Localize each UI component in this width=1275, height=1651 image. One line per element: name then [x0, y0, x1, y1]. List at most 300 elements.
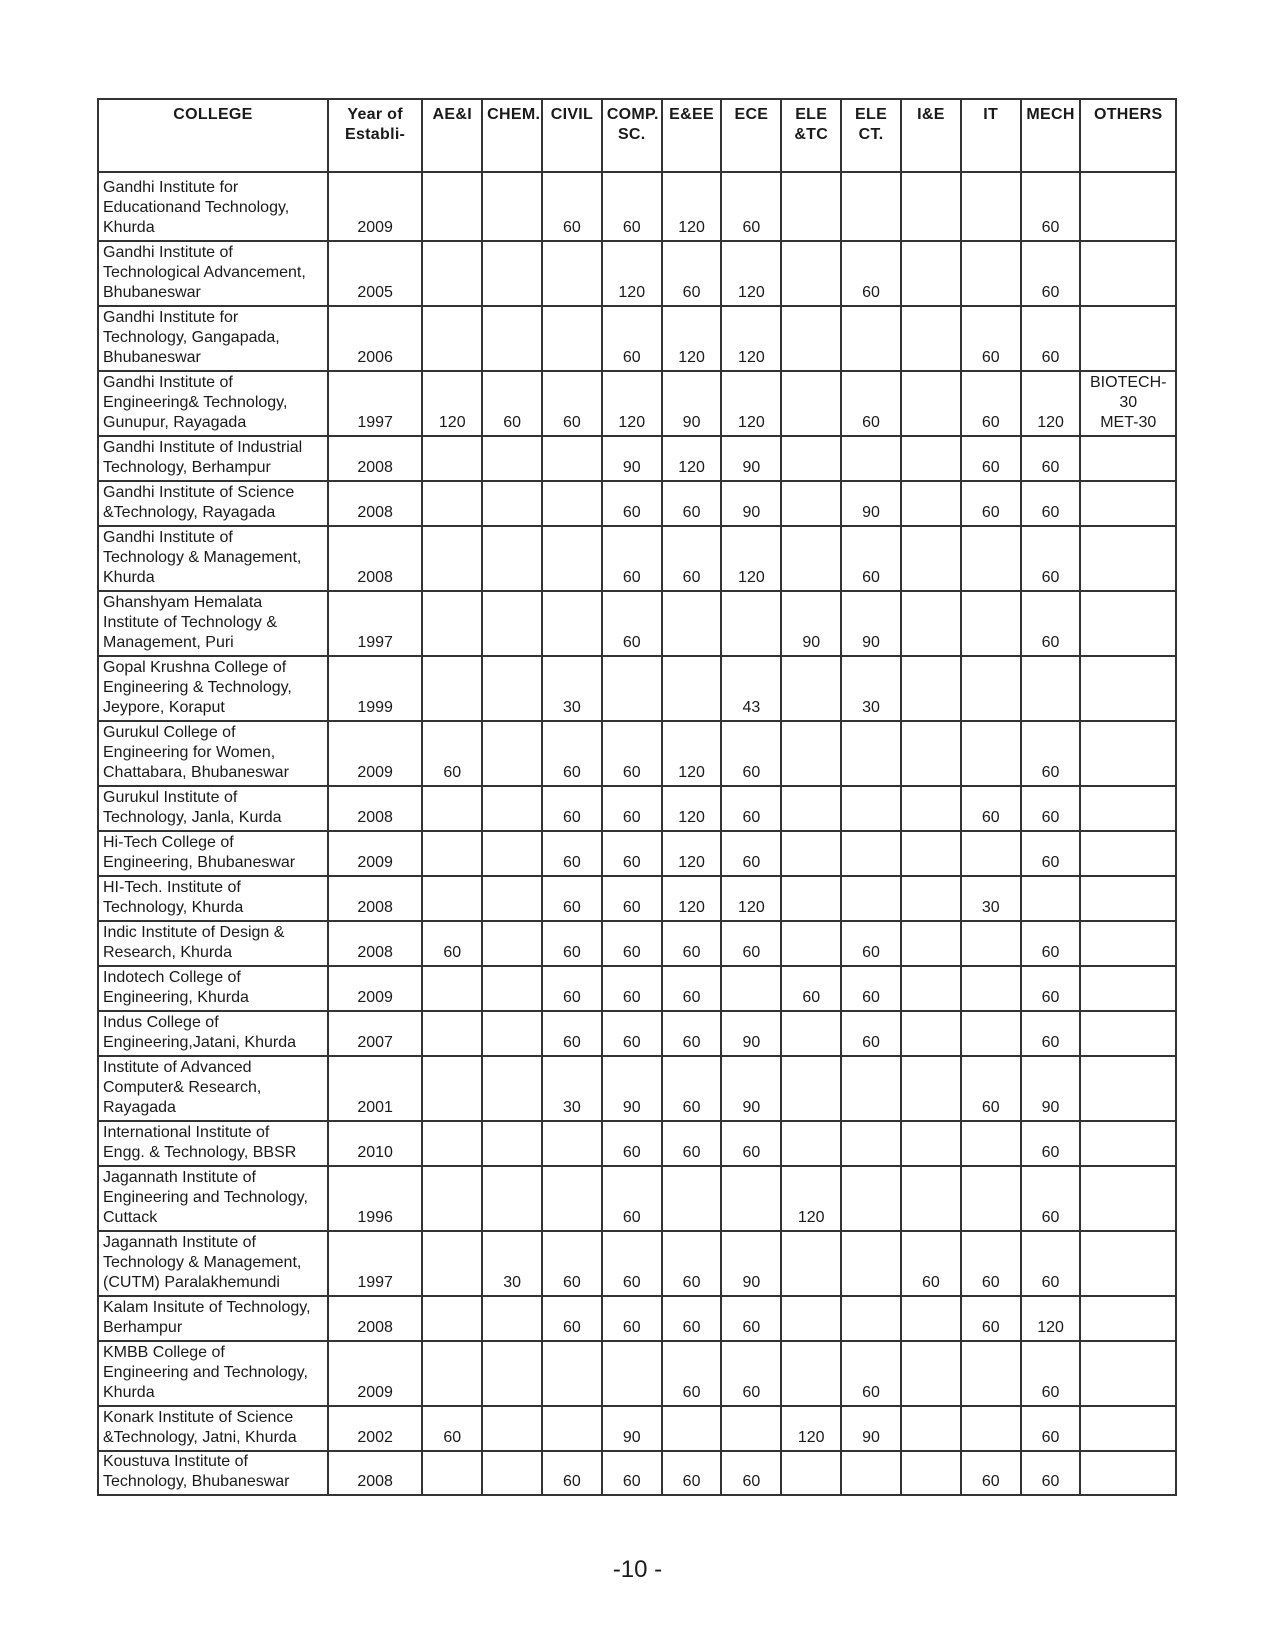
intake-cell	[482, 1296, 542, 1341]
intake-cell	[662, 1166, 722, 1231]
page-number: -10 -	[612, 1556, 663, 1583]
header-ele-tc: ELE &TC	[781, 99, 841, 172]
others-cell	[1080, 786, 1176, 831]
intake-cell: 60	[422, 721, 482, 786]
intake-cell	[901, 172, 961, 241]
intake-cell: 60	[961, 786, 1021, 831]
others-cell	[1080, 1011, 1176, 1056]
intake-cell: 120	[662, 306, 722, 371]
college-name-cell: Jagannath Institute of Engineering and Technology, Cuttack	[98, 1166, 328, 1231]
intake-cell: 60	[1021, 306, 1081, 371]
intake-cell: 60	[542, 1011, 602, 1056]
intake-cell: 60	[841, 1011, 901, 1056]
intake-cell: 60	[542, 721, 602, 786]
intake-cell: 60	[961, 1056, 1021, 1121]
college-name-cell: Ghanshyam Hemalata Institute of Technology & Management, Puri	[98, 591, 328, 656]
college-name-cell: Konark Institute of Science &Technology, Jatni, Khurda	[98, 1406, 328, 1451]
intake-cell	[781, 656, 841, 721]
table-row	[98, 172, 1176, 241]
intake-cell	[662, 591, 722, 656]
intake-cell: 60	[602, 1121, 662, 1166]
year-cell: 2009	[328, 966, 422, 1011]
year-cell: 2008	[328, 1451, 422, 1495]
intake-cell: 60	[662, 1056, 722, 1121]
intake-cell	[901, 1406, 961, 1451]
intake-cell	[422, 172, 482, 241]
intake-cell	[901, 1341, 961, 1406]
intake-cell	[901, 526, 961, 591]
intake-cell	[542, 1121, 602, 1166]
intake-cell: 30	[961, 876, 1021, 921]
intake-cell	[1021, 656, 1081, 721]
others-cell	[1080, 481, 1176, 526]
intake-cell	[901, 786, 961, 831]
intake-cell	[422, 1341, 482, 1406]
intake-cell: 60	[1021, 831, 1081, 876]
college-name-cell: Indic Institute of Design & Research, Khurda	[98, 921, 328, 966]
intake-cell: 120	[602, 371, 662, 436]
table-row	[98, 306, 1176, 371]
intake-cell: 60	[422, 921, 482, 966]
year-cell: 1997	[328, 591, 422, 656]
intake-cell: 60	[1021, 1451, 1081, 1495]
intake-cell	[781, 306, 841, 371]
intake-cell: 120	[662, 721, 722, 786]
intake-cell: 90	[602, 1056, 662, 1121]
intake-cell	[422, 591, 482, 656]
intake-cell	[721, 1166, 781, 1231]
intake-cell: 120	[662, 876, 722, 921]
intake-cell	[901, 1296, 961, 1341]
intake-cell: 60	[662, 1011, 722, 1056]
intake-cell	[602, 1341, 662, 1406]
intake-cell: 60	[542, 1296, 602, 1341]
intake-cell	[482, 1451, 542, 1495]
intake-cell: 60	[602, 966, 662, 1011]
intake-cell: 120	[662, 786, 722, 831]
intake-cell	[961, 172, 1021, 241]
intake-cell: 90	[602, 1406, 662, 1451]
intake-cell: 60	[602, 921, 662, 966]
others-cell	[1080, 656, 1176, 721]
header-comp-sc: COMP. SC.	[602, 99, 662, 172]
intake-cell	[482, 966, 542, 1011]
header-ie: I&E	[901, 99, 961, 172]
header-year: Year of Establi-	[328, 99, 422, 172]
intake-cell: 60	[662, 966, 722, 1011]
year-cell: 2002	[328, 1406, 422, 1451]
intake-cell	[781, 876, 841, 921]
intake-cell	[422, 831, 482, 876]
header-it: IT	[961, 99, 1021, 172]
intake-cell: 120	[602, 241, 662, 306]
intake-cell: 90	[721, 481, 781, 526]
intake-cell: 60	[1021, 526, 1081, 591]
intake-cell	[781, 1231, 841, 1296]
intake-cell	[482, 1341, 542, 1406]
college-name-cell: Gurukul Institute of Technology, Janla, Kurda	[98, 786, 328, 831]
intake-cell	[482, 241, 542, 306]
intake-cell: 60	[1021, 786, 1081, 831]
intake-cell	[422, 306, 482, 371]
college-name-cell: Gandhi Institute of Science &Technology, Rayagada	[98, 481, 328, 526]
intake-cell	[961, 1166, 1021, 1231]
intake-cell	[901, 306, 961, 371]
table-row	[98, 481, 1176, 526]
intake-cell: 60	[602, 1011, 662, 1056]
intake-cell	[542, 526, 602, 591]
intake-cell: 90	[721, 436, 781, 481]
others-cell	[1080, 1056, 1176, 1121]
intake-cell	[781, 1296, 841, 1341]
intake-cell: 60	[961, 1296, 1021, 1341]
table-row	[98, 876, 1176, 921]
intake-cell	[841, 876, 901, 921]
intake-cell	[482, 1166, 542, 1231]
header-civil: CIVIL	[542, 99, 602, 172]
intake-cell	[1021, 876, 1081, 921]
intake-cell	[422, 1011, 482, 1056]
intake-cell	[662, 656, 722, 721]
college-name-cell: Gopal Krushna College of Engineering & Technology, Jeypore, Koraput	[98, 656, 328, 721]
intake-cell: 60	[721, 1296, 781, 1341]
intake-cell: 60	[662, 1341, 722, 1406]
intake-cell: 60	[542, 921, 602, 966]
table-row	[98, 1451, 1176, 1495]
intake-cell	[841, 1166, 901, 1231]
intake-cell: 60	[1021, 436, 1081, 481]
intake-cell	[542, 591, 602, 656]
intake-cell	[482, 831, 542, 876]
intake-cell	[482, 436, 542, 481]
intake-cell	[542, 436, 602, 481]
intake-cell	[542, 1166, 602, 1231]
intake-cell	[781, 1121, 841, 1166]
college-name-cell: Institute of Advanced Computer& Research, Rayagada	[98, 1056, 328, 1121]
intake-cell: 60	[961, 371, 1021, 436]
year-cell: 2008	[328, 1296, 422, 1341]
intake-cell: 90	[721, 1231, 781, 1296]
intake-cell	[781, 436, 841, 481]
header-mech: MECH	[1021, 99, 1081, 172]
college-name-cell: Gandhi Institute for Educationand Technology, Khurda	[98, 172, 328, 241]
intake-cell	[841, 1231, 901, 1296]
others-cell	[1080, 172, 1176, 241]
intake-cell	[961, 1011, 1021, 1056]
intake-cell: 60	[602, 1166, 662, 1231]
intake-cell	[961, 921, 1021, 966]
header-college: COLLEGE	[98, 99, 328, 172]
intake-cell: 60	[721, 172, 781, 241]
college-name-cell: International Institute of Engg. & Technology, BBSR	[98, 1121, 328, 1166]
intake-cell	[482, 876, 542, 921]
year-cell: 2006	[328, 306, 422, 371]
table-row	[98, 436, 1176, 481]
intake-cell: 60	[1021, 1341, 1081, 1406]
intake-cell	[542, 481, 602, 526]
intake-cell: 60	[602, 306, 662, 371]
intake-cell	[901, 241, 961, 306]
table-row	[98, 1056, 1176, 1121]
intake-cell	[841, 306, 901, 371]
year-cell: 1999	[328, 656, 422, 721]
intake-cell: 60	[781, 966, 841, 1011]
intake-cell: 60	[901, 1231, 961, 1296]
intake-cell	[482, 1056, 542, 1121]
intake-cell	[781, 1011, 841, 1056]
intake-cell	[482, 1406, 542, 1451]
intake-cell	[961, 591, 1021, 656]
table-row	[98, 966, 1176, 1011]
table-row	[98, 241, 1176, 306]
table-row	[98, 1121, 1176, 1166]
intake-cell: 60	[542, 876, 602, 921]
intake-cell	[841, 831, 901, 876]
intake-cell: 60	[662, 526, 722, 591]
intake-cell	[482, 591, 542, 656]
table-row	[98, 721, 1176, 786]
others-cell	[1080, 1341, 1176, 1406]
year-cell: 2005	[328, 241, 422, 306]
intake-cell: 60	[602, 786, 662, 831]
year-cell: 2008	[328, 921, 422, 966]
table-row	[98, 831, 1176, 876]
year-cell: 1997	[328, 1231, 422, 1296]
college-name-cell: HI-Tech. Institute of Technology, Khurda	[98, 876, 328, 921]
table-row	[98, 1011, 1176, 1056]
year-cell: 2008	[328, 436, 422, 481]
intake-cell	[482, 526, 542, 591]
intake-cell	[781, 241, 841, 306]
intake-cell	[781, 921, 841, 966]
intake-cell	[482, 656, 542, 721]
intake-cell: 60	[721, 831, 781, 876]
intake-cell	[422, 1121, 482, 1166]
others-cell	[1080, 921, 1176, 966]
intake-cell: 60	[1021, 481, 1081, 526]
intake-cell: 60	[1021, 172, 1081, 241]
college-name-cell: Hi-Tech College of Engineering, Bhubaneswar	[98, 831, 328, 876]
year-cell: 1997	[328, 371, 422, 436]
intake-cell	[422, 241, 482, 306]
intake-cell: 60	[1021, 1406, 1081, 1451]
intake-cell: 120	[1021, 371, 1081, 436]
intake-cell: 60	[1021, 1231, 1081, 1296]
others-cell	[1080, 966, 1176, 1011]
others-cell	[1080, 721, 1176, 786]
intake-cell	[422, 1231, 482, 1296]
intake-cell: 60	[602, 1296, 662, 1341]
intake-cell	[901, 1011, 961, 1056]
intake-cell: 60	[721, 1451, 781, 1495]
intake-cell	[961, 831, 1021, 876]
intake-cell	[482, 1121, 542, 1166]
year-cell: 2009	[328, 721, 422, 786]
year-cell: 2007	[328, 1011, 422, 1056]
intake-cell: 60	[961, 1451, 1021, 1495]
intake-cell	[901, 831, 961, 876]
intake-cell	[422, 966, 482, 1011]
intake-cell: 120	[781, 1406, 841, 1451]
intake-cell: 60	[961, 481, 1021, 526]
intake-cell	[961, 526, 1021, 591]
intake-cell	[422, 1451, 482, 1495]
intake-cell: 60	[542, 1451, 602, 1495]
college-name-cell: KMBB College of Engineering and Technology, Khurda	[98, 1341, 328, 1406]
college-name-cell: Indus College of Engineering,Jatani, Khurda	[98, 1011, 328, 1056]
header-ele-ct: ELE CT.	[841, 99, 901, 172]
intake-cell: 60	[1021, 1166, 1081, 1231]
intake-cell	[841, 721, 901, 786]
intake-cell: 60	[1021, 921, 1081, 966]
intake-cell: 60	[961, 1231, 1021, 1296]
intake-cell	[901, 481, 961, 526]
intake-cell: 60	[1021, 241, 1081, 306]
intake-cell	[422, 436, 482, 481]
year-cell: 2009	[328, 831, 422, 876]
intake-cell	[901, 721, 961, 786]
intake-cell	[961, 721, 1021, 786]
intake-cell	[901, 1451, 961, 1495]
intake-cell	[721, 1406, 781, 1451]
year-cell: 1996	[328, 1166, 422, 1231]
intake-cell	[422, 876, 482, 921]
intake-cell	[422, 1166, 482, 1231]
intake-cell: 120	[721, 876, 781, 921]
intake-cell: 30	[482, 1231, 542, 1296]
header-others: OTHERS	[1080, 99, 1176, 172]
intake-cell: 60	[961, 306, 1021, 371]
intake-cell: 90	[841, 591, 901, 656]
table-row	[98, 1231, 1176, 1296]
table-row	[98, 921, 1176, 966]
table-row	[98, 371, 1176, 436]
intake-cell	[961, 1341, 1021, 1406]
others-cell: BIOTECH- 30 MET-30	[1080, 371, 1176, 436]
intake-cell: 120	[781, 1166, 841, 1231]
intake-cell: 60	[542, 371, 602, 436]
intake-cell: 60	[1021, 721, 1081, 786]
intake-cell: 60	[721, 1121, 781, 1166]
intake-cell	[841, 436, 901, 481]
intake-cell	[662, 1406, 722, 1451]
intake-cell	[961, 241, 1021, 306]
intake-cell	[422, 1296, 482, 1341]
intake-cell: 60	[602, 172, 662, 241]
header-aei: AE&I	[422, 99, 482, 172]
intake-cell	[422, 481, 482, 526]
intake-cell: 60	[961, 436, 1021, 481]
intake-cell: 120	[662, 831, 722, 876]
intake-cell: 120	[662, 172, 722, 241]
intake-cell: 90	[1021, 1056, 1081, 1121]
intake-cell	[961, 1406, 1021, 1451]
table-row	[98, 1341, 1176, 1406]
intake-cell: 60	[602, 526, 662, 591]
college-name-cell: Koustuva Institute of Technology, Bhubaneswar	[98, 1451, 328, 1495]
year-cell: 2008	[328, 526, 422, 591]
intake-cell	[542, 306, 602, 371]
intake-cell: 120	[721, 371, 781, 436]
intake-cell: 90	[841, 481, 901, 526]
others-cell	[1080, 1121, 1176, 1166]
intake-cell	[841, 1451, 901, 1495]
intake-cell	[901, 371, 961, 436]
others-cell	[1080, 1166, 1176, 1231]
intake-cell	[781, 371, 841, 436]
intake-cell	[542, 1406, 602, 1451]
intake-cell: 60	[1021, 591, 1081, 656]
intake-cell	[721, 966, 781, 1011]
year-cell: 2009	[328, 1341, 422, 1406]
college-name-cell: Jagannath Institute of Technology & Management, (CUTM) Paralakhemundi	[98, 1231, 328, 1296]
table-row	[98, 786, 1176, 831]
intake-cell: 60	[1021, 966, 1081, 1011]
intake-cell	[781, 526, 841, 591]
others-cell	[1080, 1406, 1176, 1451]
intake-cell: 60	[542, 831, 602, 876]
intake-cell: 60	[542, 966, 602, 1011]
intake-cell: 60	[841, 526, 901, 591]
intake-cell	[841, 172, 901, 241]
others-cell	[1080, 241, 1176, 306]
others-cell	[1080, 831, 1176, 876]
intake-cell	[482, 481, 542, 526]
intake-cell	[961, 656, 1021, 721]
intake-cell	[781, 831, 841, 876]
others-cell	[1080, 306, 1176, 371]
intake-cell	[901, 876, 961, 921]
college-name-cell: Gandhi Institute of Industrial Technology, Berhampur	[98, 436, 328, 481]
intake-cell	[721, 591, 781, 656]
intake-cell: 60	[841, 921, 901, 966]
intake-cell: 120	[721, 526, 781, 591]
intake-cell	[482, 1011, 542, 1056]
college-name-cell: Gandhi Institute of Technological Advancement, Bhubaneswar	[98, 241, 328, 306]
intake-cell	[841, 1056, 901, 1121]
intake-cell: 60	[542, 1231, 602, 1296]
intake-cell	[901, 1121, 961, 1166]
others-cell	[1080, 436, 1176, 481]
intake-cell: 60	[602, 1451, 662, 1495]
year-cell: 2008	[328, 876, 422, 921]
intake-cell	[781, 721, 841, 786]
intake-cell	[901, 921, 961, 966]
intake-cell: 60	[841, 371, 901, 436]
intake-cell: 60	[841, 1341, 901, 1406]
intake-cell: 90	[841, 1406, 901, 1451]
intake-cell: 60	[721, 786, 781, 831]
college-name-cell: Gandhi Institute of Engineering& Technology, Gunupur, Rayagada	[98, 371, 328, 436]
year-cell: 2008	[328, 481, 422, 526]
intake-cell	[901, 1056, 961, 1121]
intake-cell: 60	[542, 172, 602, 241]
intake-cell: 60	[721, 721, 781, 786]
intake-cell: 30	[841, 656, 901, 721]
year-cell: 2009	[328, 172, 422, 241]
intake-cell: 60	[662, 1121, 722, 1166]
intake-cell	[841, 786, 901, 831]
intake-cell: 60	[1021, 1011, 1081, 1056]
intake-cell: 90	[662, 371, 722, 436]
others-cell	[1080, 1451, 1176, 1495]
intake-cell	[781, 786, 841, 831]
table-row	[98, 1406, 1176, 1451]
intake-cell	[482, 721, 542, 786]
intake-cell	[961, 966, 1021, 1011]
intake-cell: 30	[542, 656, 602, 721]
intake-cell	[542, 241, 602, 306]
